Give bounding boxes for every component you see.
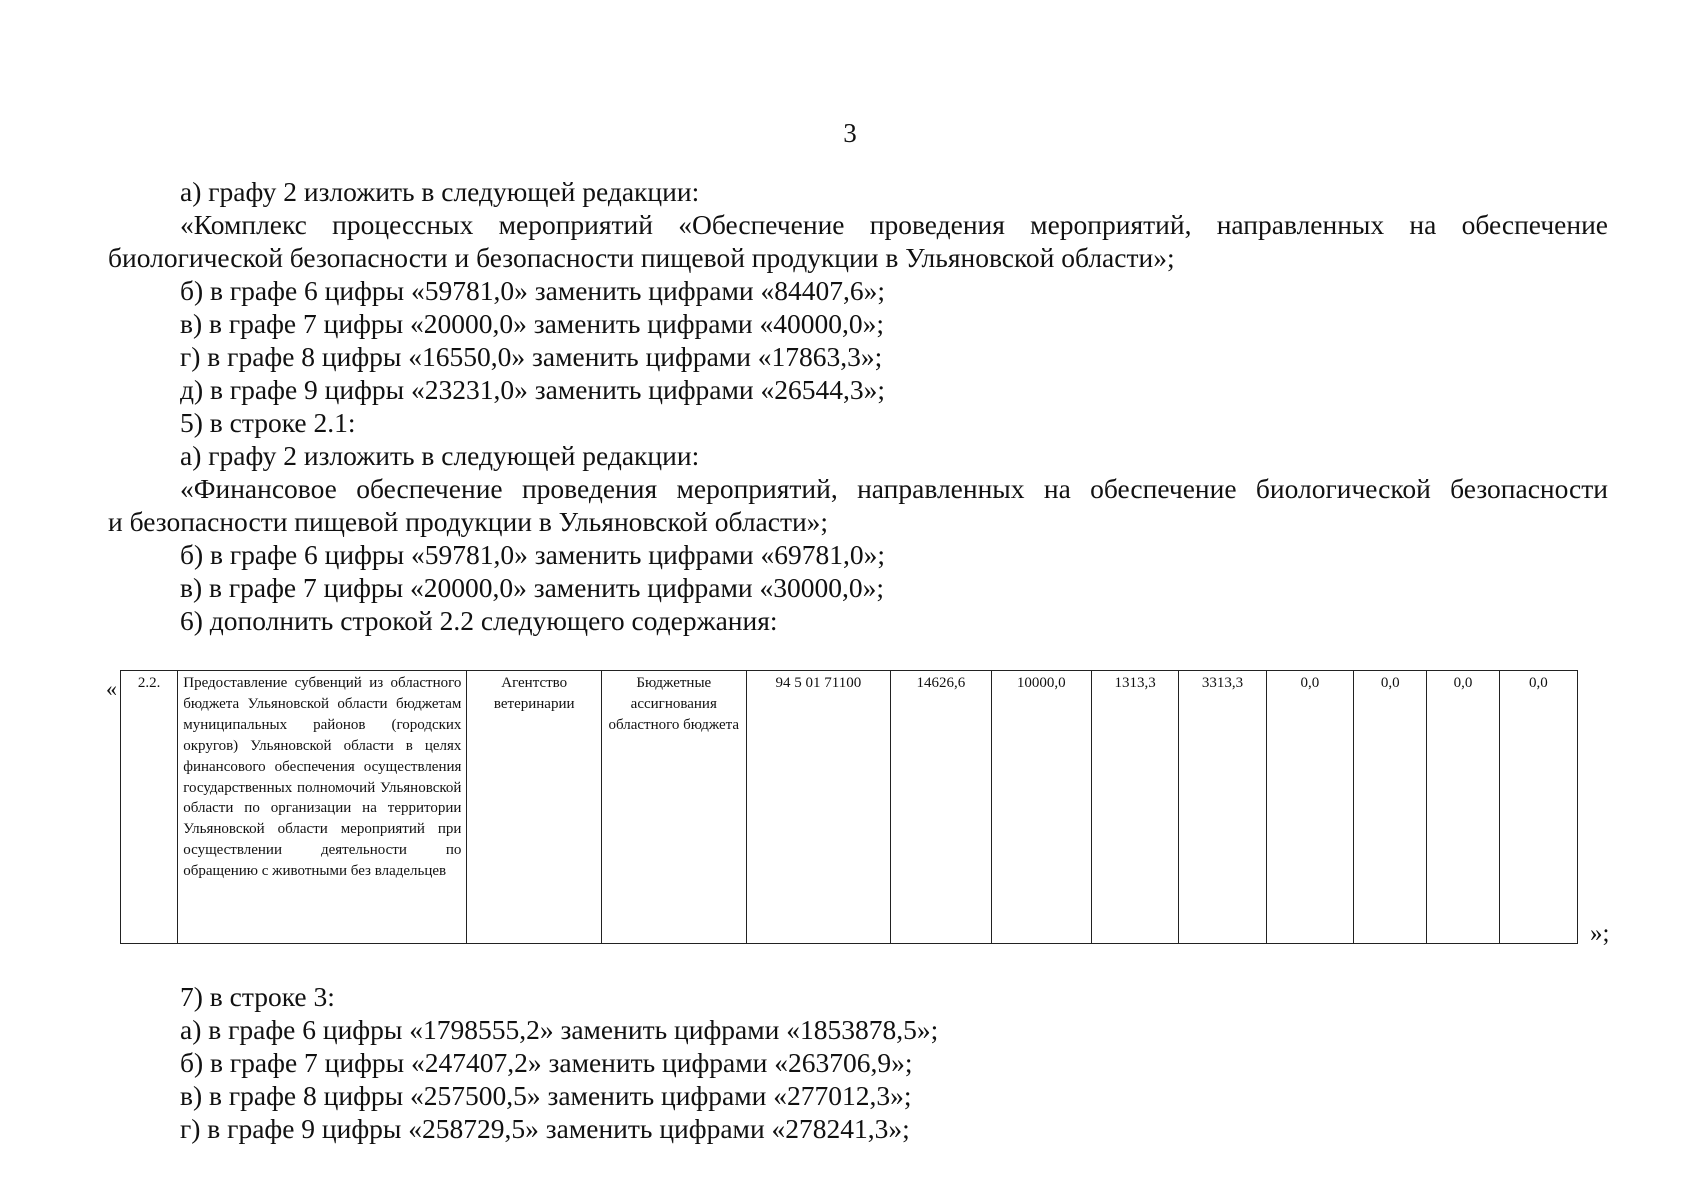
text-line: «Комплекс процессных мероприятий «Обеспечение проведения мероприятий, направленных на обеспечение [180, 209, 1608, 240]
text-line: а) графу 2 изложить в следующей редакции: [180, 176, 700, 207]
text-line: и безопасности пищевой продукции в Ульяновской области»; [108, 506, 829, 537]
text-line: а) графу 2 изложить в следующей редакции: [180, 440, 700, 471]
row-value: 3313,3 [1179, 671, 1266, 944]
row-value: 0,0 [1427, 671, 1499, 944]
row-value: 0,0 [1499, 671, 1577, 944]
text-line: г) в графе 9 цифры «258729,5» заменить цифрами «278241,3»; [180, 1113, 910, 1144]
text-line: «Финансовое обеспечение проведения мероприятий, направленных на обеспечение биологической безопасности [180, 473, 1608, 504]
row-description: Предоставление субвенций из областного бюджета Ульяновской области бюджетам муниципальных районов (городских округов) Ульяновской области в целях финансового обеспечения осуществления государственных полномочий Ульяновской области по организации на территории Ульяновской области мероприятий при осуществлении деятельности по обращению с животными без владельцев [178, 671, 467, 944]
text-line: в) в графе 8 цифры «257500,5» заменить цифрами «277012,3»; [180, 1080, 912, 1111]
text-line: б) в графе 6 цифры «59781,0» заменить цифрами «69781,0»; [180, 539, 886, 570]
page-number: 3 [843, 118, 857, 148]
text-line: а) в графе 6 цифры «1798555,2» заменить цифрами «1853878,5»; [180, 1014, 939, 1045]
text-line: в) в графе 7 цифры «20000,0» заменить цифрами «40000,0»; [180, 308, 885, 339]
text-line: 5) в строке 2.1: [180, 407, 356, 438]
row-budget-code: 94 5 01 71100 [746, 671, 891, 944]
row-executor: Агентство ветеринарии [467, 671, 602, 944]
amendment-text-upper [108, 175, 1608, 637]
opening-quote: « [106, 676, 117, 701]
text-line: биологической безопасности и безопасности пищевой продукции в Ульяновской области»; [108, 242, 1175, 273]
closing-quote: »; [1590, 920, 1610, 947]
text-line: в) в графе 7 цифры «20000,0» заменить цифрами «30000,0»; [180, 572, 885, 603]
row-value-total: 14626,6 [891, 671, 991, 944]
row-number: 2.2. [121, 671, 178, 944]
row-value: 10000,0 [991, 671, 1091, 944]
row-value: 0,0 [1266, 671, 1353, 944]
table-row [121, 671, 1578, 944]
amendment-text-lower [108, 980, 1608, 1145]
inserted-row-table [120, 670, 1578, 944]
text-line: д) в графе 9 цифры «23231,0» заменить цифрами «26544,3»; [180, 374, 886, 405]
text-line: б) в графе 7 цифры «247407,2» заменить цифрами «263706,9»; [180, 1047, 913, 1078]
row-funding-source: Бюджетные ассигнования областного бюджета [601, 671, 746, 944]
text-line: г) в графе 8 цифры «16550,0» заменить цифрами «17863,3»; [180, 341, 883, 372]
text-line: 6) дополнить строкой 2.2 следующего содержания: [180, 605, 778, 636]
row-value: 0,0 [1354, 671, 1427, 944]
row-value: 1313,3 [1091, 671, 1178, 944]
text-line: 7) в строке 3: [180, 981, 335, 1012]
text-line: б) в графе 6 цифры «59781,0» заменить цифрами «84407,6»; [180, 275, 886, 306]
